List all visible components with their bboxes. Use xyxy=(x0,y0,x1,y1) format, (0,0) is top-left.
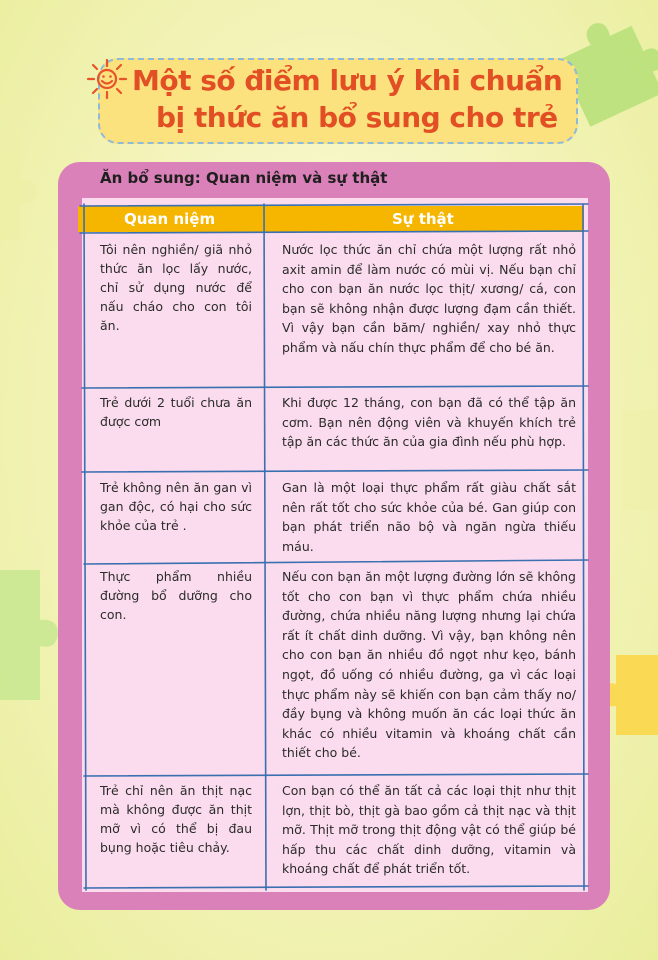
column-header-myth: Quan niệm xyxy=(124,210,216,228)
table-row-3-myth: Trẻ không nên ăn gan vì gan độc, có hại cho sức khỏe của trẻ . xyxy=(100,480,252,533)
table-row-3-fact: Gan là một loại thực phẩm rất giàu chất sắt nên rất tốt cho sức khỏe của bé. Gan giúp con bạn phát triển não bộ và ngăn ngừa thiếu máu. xyxy=(282,480,576,554)
page-title-line-2: bị thức ăn bổ sung cho trẻ xyxy=(156,101,558,134)
table-row-2-myth: Trẻ dưới 2 tuổi chưa ăn được cơm xyxy=(100,395,252,429)
section-heading: Ăn bổ sung: Quan niệm và sự thật xyxy=(100,169,388,187)
page-title-line-1: Một số điểm lưu ý khi chuẩn xyxy=(132,64,563,97)
column-header-fact: Sự thật xyxy=(392,210,454,228)
table-row-1-myth: Tôi nên nghiền/ giã nhỏ thức ăn lọc lấy nước, chỉ sử dụng nước để nấu cháo cho con tôi ăn. xyxy=(100,242,252,333)
table-row-5-fact: Con bạn có thể ăn tất cả các loại thịt như thịt lợn, thịt bò, thịt gà bao gồm cả thịt nạc và thịt mỡ. Thịt mỡ trong thịt động vật có thể giúp bé hấp thu các chất dinh dưỡng, vitamin và khoáng chất để phát triển tốt. xyxy=(282,783,576,877)
table-row-4-fact: Nếu con bạn ăn một lượng đường lớn sẽ không tốt cho con bạn vì thực phẩm chứa nhiều đường, chứa nhiều năng lượng nhưng lại chứa rất ít chất dinh dưỡng. Vì vậy, bạn không nên cho con bạn ăn nhiều đồ ngọt như kẹo, bánh ngọt, đồ uống có nhiều đường, ga vì các loại thực phẩm này sẽ khiến con bạn cảm thấy no/ đầy bụng và không muốn ăn các loại thức ăn khác có nhiều vitamin và khoáng chất cần thiết cho bé. xyxy=(282,569,576,761)
table-row-1-fact: Nước lọc thức ăn chỉ chứa một lượng rất nhỏ axit amin để làm nước có mùi vị. Nếu bạn chỉ cho con bạn ăn nước lọc thịt/ xương/ cá, con bạn sẽ không nhận được lượng đạm cần thiết. Vì vậy bạn cần băm/ nghiền/ xay nhỏ thực phẩm và nấu chín thực phẩm để cho bé ăn. xyxy=(282,242,576,355)
table-row-4-myth: Thực phẩm nhiều đường bổ dưỡng cho con. xyxy=(100,569,252,622)
table-row-2-fact: Khi được 12 tháng, con bạn đã có thể tập ăn cơm. Bạn nên động viên và khuyến khích trẻ tập ăn các thức ăn của gia đình nếu phù hợp. xyxy=(282,395,576,450)
table-row-5-myth: Trẻ chỉ nên ăn thịt nạc mà không được ăn thịt mỡ vì có thể bị đau bụng hoặc tiêu chảy. xyxy=(100,783,252,855)
